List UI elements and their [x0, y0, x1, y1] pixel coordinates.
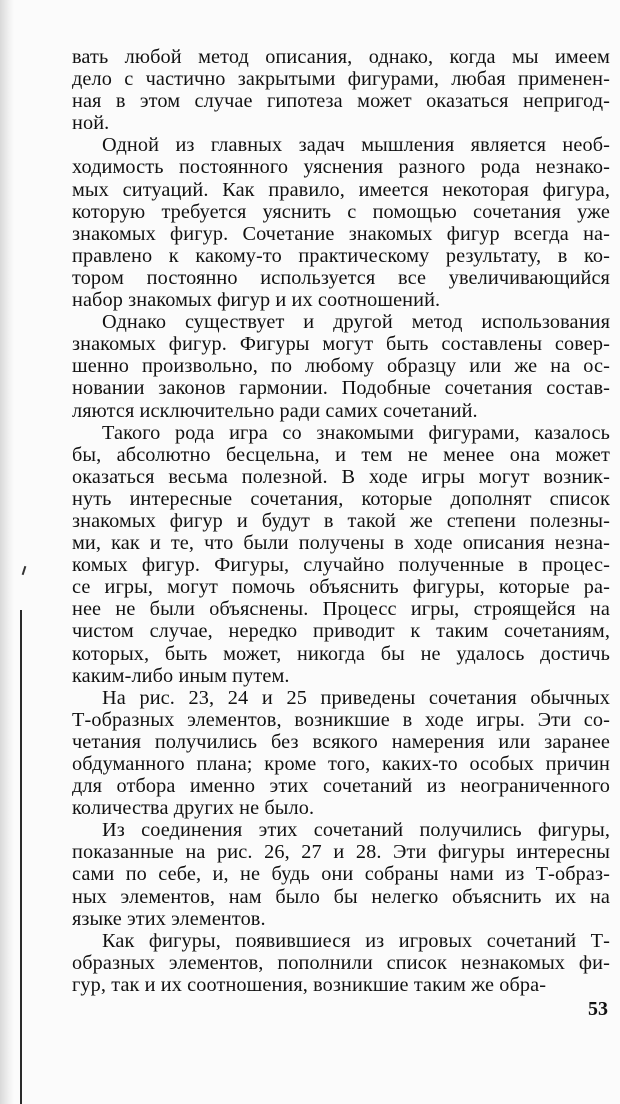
text-line: ных элементов, нам было бы нелегко объяснить их на	[72, 885, 610, 908]
text-line: каким-либо иным путем.	[72, 664, 290, 687]
text-line: сами по себе, и, не будь они собраны нами из Т-образ-	[72, 863, 610, 886]
text-line: ходимость постоянного уяснения разного рода незнако-	[72, 156, 610, 179]
text-line: Как фигуры, появившиеся из игровых сочетаний Т-	[102, 929, 610, 952]
text-line: которых, быть может, никогда бы не удалось достичь	[72, 642, 610, 665]
scan-speck	[22, 566, 27, 575]
text-line: Однако существует и другой метод использования	[102, 311, 610, 334]
text-line: языке этих элементов.	[72, 907, 266, 930]
paragraph	[72, 311, 610, 421]
text-line: Т-образных элементов, возникшие в ходе игры. Эти со-	[72, 708, 610, 731]
page-gutter-shadow	[0, 0, 14, 1104]
text-line: новании законов гармонии. Подобные сочетания состав-	[72, 377, 610, 400]
paragraph	[72, 687, 610, 820]
text-line: ной.	[72, 112, 110, 135]
text-line: количества других не было.	[72, 797, 315, 820]
text-line: мых ситуаций. Как правило, имеется некоторая фигура,	[72, 178, 610, 201]
text-line: Одной из главных задач мышления является необ-	[102, 134, 610, 157]
text-line: комых фигур. Фигуры, случайно полученные в процес-	[72, 554, 610, 577]
text-line: тором постоянно используется все увеличивающийся	[72, 266, 610, 289]
text-line: обдуманного плана; кроме того, каких-то особых причин	[72, 753, 610, 775]
text-line: нуть интересные сочетания, которые дополнят список	[72, 487, 610, 510]
text-line: знакомых фигур. Сочетание знакомых фигур всегда на-	[72, 222, 610, 245]
text-line: вать любой метод описания, однако, когда мы имеем	[72, 46, 610, 68]
text-line: се игры, могут помочь объяснить фигуры, которые ра-	[72, 576, 610, 599]
body-text	[72, 46, 610, 996]
text-line: образных элементов, пополнили список незнакомых фи-	[72, 951, 610, 974]
text-line: ми, как и те, что были получены в ходе описания незна-	[72, 532, 610, 555]
text-line: Из соединения этих сочетаний получились фигуры,	[102, 819, 610, 842]
text-line: четания получились без всякого намерения или заранее	[72, 730, 610, 753]
text-line: гур, так и их соотношения, возникшие таким же обра-	[72, 973, 547, 996]
text-line: которую требуется уяснить с помощью сочетания уже	[72, 200, 610, 223]
text-line: набор знакомых фигур и их соотношений.	[72, 289, 441, 312]
text-line: показанные на рис. 26, 27 и 28. Эти фигуры интересны	[72, 841, 610, 864]
page-number: 53	[588, 998, 608, 1020]
text-line: бы, абсолютно бесцельна, и тем не менее она может	[72, 443, 610, 466]
text-line: На рис. 23, 24 и 25 приведены сочетания обычных	[102, 686, 610, 709]
binding-edge-line	[20, 610, 22, 1104]
paragraph	[72, 930, 610, 996]
text-line: Такого рода игра со знакомыми фигурами, казалось	[102, 421, 610, 444]
text-line: оказаться весьма полезной. В ходе игры могут возник-	[72, 465, 610, 488]
paragraph	[72, 819, 610, 929]
text-line: дело с частично закрытыми фигурами, любая применен-	[72, 68, 610, 91]
text-line: шенно произвольно, по любому образцу или же на ос-	[72, 355, 610, 378]
text-line: знакомых фигур. Фигуры могут быть составлены совер-	[72, 333, 610, 356]
text-line: ная в этом случае гипотеза может оказаться непригод-	[72, 90, 610, 113]
text-line: для отбора именно этих сочетаний из неограниченного	[72, 775, 610, 798]
text-line: нее не были объяснены. Процесс игры, строящейся на	[72, 598, 610, 621]
paragraph	[72, 422, 610, 687]
paragraph	[72, 46, 610, 134]
text-line: чистом случае, нередко приводит к таким сочетаниям,	[72, 620, 610, 643]
text-line: ляются исключительно ради самих сочетаний.	[72, 399, 478, 422]
paragraph	[72, 134, 610, 311]
text-line: знакомых фигур и будут в такой же степени полезны-	[72, 509, 610, 532]
text-line: правлено к какому-то практическому результату, в ко-	[72, 244, 610, 267]
